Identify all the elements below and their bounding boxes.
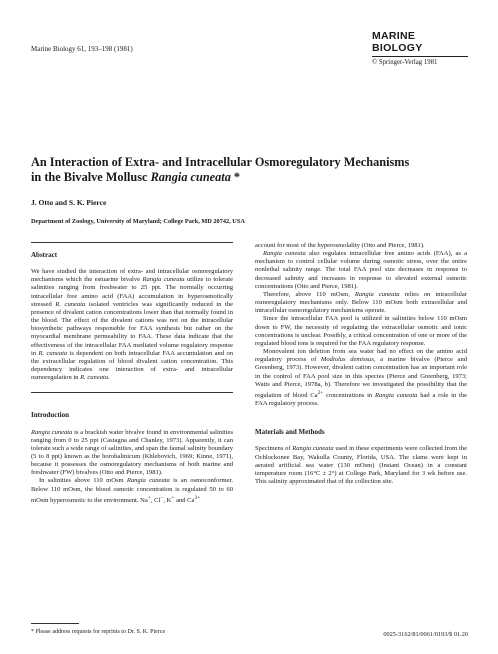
authors: J. Otto and S. K. Pierce xyxy=(31,198,107,207)
right-paragraph-0: account for most of the hyperosmolality (Otto and Pierce, 1981). xyxy=(255,242,425,249)
right-paragraph-3: Since the intracellular FAA pool is utilized in salinities below 110 mOsm down to FW, the necessity of regulating the extracellular osmotic and ionic concentrations is unclear. Possibly, a critical concentration of one or more of the regulated blood ions is required for the FAA regulatory response. xyxy=(255,315,467,347)
abstract-heading: Abstract xyxy=(31,251,58,259)
methods-paragraph-1: Specimens of Rangia cuneata used in these experiments were collected from the Ochlockonee Bay, Wakulla County, Florida, USA. The clams were kept in aerated artificial sea water (130 mOsm) (Instant Ocean) in a constant temperature room (16°C ± 2°) at College Park, Maryland for 3 wk before use. This salinity approximated that of the collection site. xyxy=(255,445,467,486)
right-column xyxy=(255,242,467,486)
page-code: 0025-3162/81/0061/0193/$ 01.20 xyxy=(383,631,468,638)
footnote-rule xyxy=(31,623,79,624)
right-paragraph-4: Monovalent ion deletion from sea water had no effect on the amino acid regulatory process of Modiolus demissus, a marine bivalve (Pierce and Greenberg, 1973). However, divalent cation concentration has an important role in the control of FAA pool size in this species (Pierce and Greenberg, 1973; Watts and Pierce, 1978a, b). Therefore we investigated the possibility that the regulation of blood $Ca^{2+}$ concentrations in Rangia cuneata had a role in the FAA regulatory process. xyxy=(255,348,468,408)
left-column xyxy=(31,242,233,505)
copyright-notice: © Springer-Verlag 1981 xyxy=(372,59,438,66)
abstract-text: We have studied the interaction of extra- and intracellular osmoregulatory mechanisms which the estuarine bivalve Rangia cuneata utilize to tolerate salinities ranging from freshwater to 25 ppt. The normally occurring intracellular free amino acid (FAA) accumulation in hyperosmotically stressed R. cuneata isolated ventricles was significantly reduced in the presence of divalent cation concentrations lower than that normally found in the blood. The effect of the divalent cations was not on the intracellular biosynthetic pathways responsible for FAA synthesis but rather on the myocardial membrane permeability to FAA. These data indicate that the effectiveness of the intracellular FAA mediated volume regulatory response in R. cuneata is dependent on both intracellular FAA accumulation and on the extracellular regulation of blood divalent cation concentration. This dependency indicates one interaction of extra- and intracellular osmoregulation in R. cuneata. xyxy=(31,268,233,382)
intro-paragraph-2: In salinities above 110 mOsm Rangia cuneata is an osmoconformer. Below 110 mOsm, the blood osmotic concentration is regulated 50 to 60 mOsm hyperosmotic to the environment. Na+, Cl−, K+ and $Ca^{2+}$ xyxy=(31,477,233,504)
article-title xyxy=(31,155,471,184)
journal-brand xyxy=(372,30,468,66)
methods-heading: Materials and Methods xyxy=(255,428,325,437)
affiliation: Department of Zoology, University of Maryland; College Park, MD 20742, USA xyxy=(31,218,245,225)
intro-paragraph-1: Rangia cuneata is a brackish water bivalve found in environmental salinities ranging from 0 to 25 ppt (Castagna and Chanley, 1973). Apparently, it can tolerate such a wide range of salinities, and span the faunal salinity boundary (5 to 8 ppt) known as the horohalinicum (Khlebovich, 1969; Kinne, 1971), because it possesses the osmoregulatory mechanisms of both marine and freshwater (FW) bivalves (Otto and Pierce, 1981). xyxy=(31,428,233,477)
introduction-heading: Introduction xyxy=(31,411,69,420)
journal-reference: Marine Biology 61, 193–198 (1981) xyxy=(31,45,133,53)
footnote: * Please address requests for reprints to Dr. S. K. Pierce xyxy=(31,629,166,635)
journal-brand-title: MARINE BIOLOGY xyxy=(372,30,468,57)
title-line-2: in the Bivalve Mollusc Rangia cuneata * xyxy=(31,169,241,184)
right-paragraph-2: Therefore, above 110 mOsm, Rangia cuneata relies on intracellular osmoregulatory mechanisms only. Below 110 mOsm both extracellular and intracellular osmoregulatory mechanisms operate. xyxy=(255,290,467,315)
right-paragraph-1: Rangia cuneata also regulates intracellular free amino acids (FAA), as a mechanism to control cellular volume during osmotic stress, over the entire nonlethal salinity range. The total FAA pool size decreases in response to decreased salinity and increases in response to elevated external osmotic concentrations (Otto and Pierce, 1981). xyxy=(255,250,467,290)
title-line-1: An Interaction of Extra- and Intracellular Osmoregulatory Mechanisms xyxy=(31,155,410,169)
